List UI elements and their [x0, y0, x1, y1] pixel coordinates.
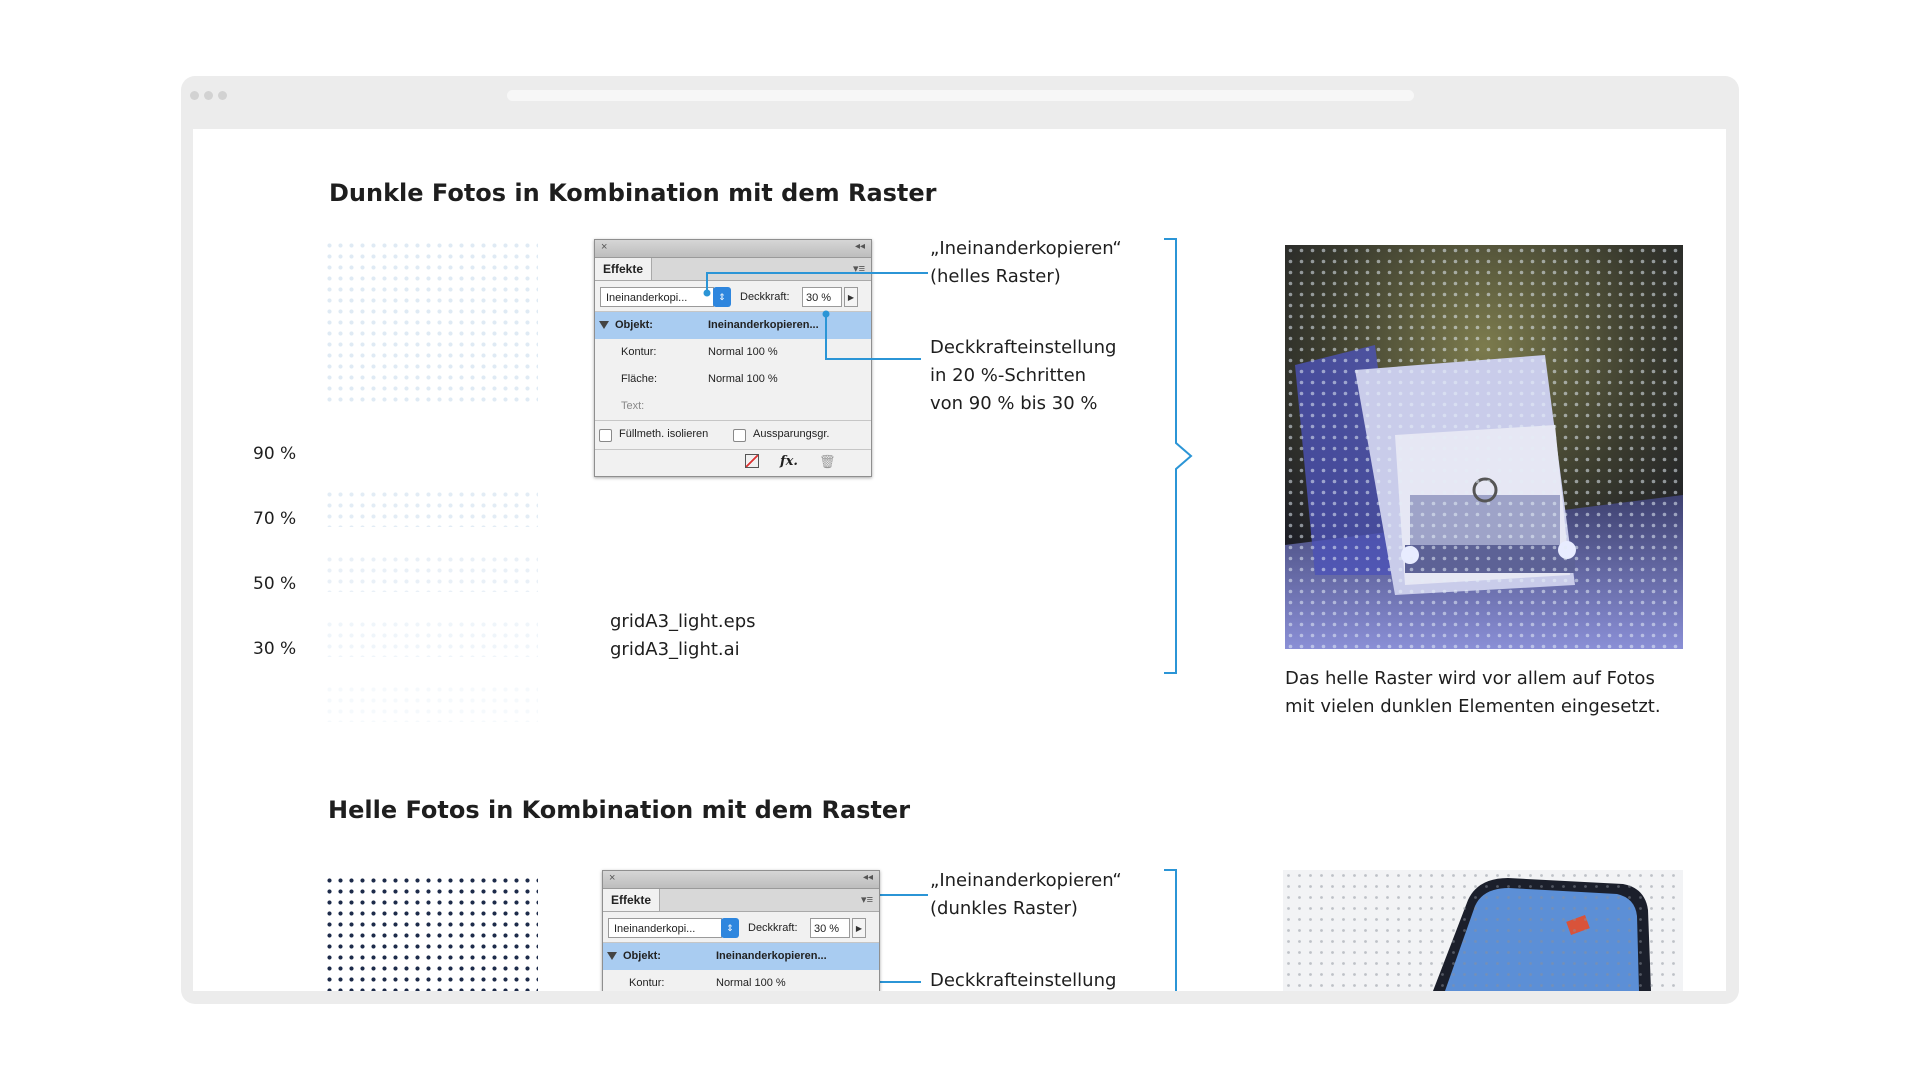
row-value: Ineinanderkopieren... [716, 950, 827, 962]
knockout-label: Aussparungsgr. [753, 428, 830, 440]
callout-line: (helles Raster) [930, 266, 1061, 287]
collapse-icon[interactable]: ◂◂ [862, 872, 873, 883]
play-icon[interactable]: ▶ [844, 287, 858, 307]
caption-line: Das helle Raster wird vor allem auf Fotos [1285, 668, 1655, 689]
panel-row-object[interactable] [603, 943, 879, 970]
close-icon[interactable]: × [601, 241, 608, 253]
row-key: Objekt: [615, 319, 653, 331]
callout-line: Deckkrafteinstellung [930, 970, 1117, 991]
panel-row-stroke[interactable] [595, 339, 871, 366]
callout-text [930, 334, 1116, 418]
panel-tabbar [603, 889, 879, 912]
panel-checkbox-row [595, 420, 871, 449]
window-dot-icon[interactable] [190, 91, 199, 100]
callout-line: (dunkles Raster) [930, 898, 1078, 919]
play-icon[interactable]: ▶ [852, 918, 866, 938]
chevron-updown-icon[interactable]: ⇕ [713, 287, 731, 307]
row-value: Normal 100 % [708, 346, 778, 358]
panel-menu-icon[interactable]: ▾≡ [853, 263, 865, 275]
page-content [193, 129, 1726, 991]
opacity-field[interactable]: 30 % [810, 918, 850, 938]
callout-line: „Ineinanderkopieren“ [930, 870, 1122, 891]
panel-titlebar [603, 871, 879, 889]
blend-row [595, 281, 871, 312]
panel-row-object[interactable] [595, 312, 871, 339]
fx-icon[interactable]: fx. [780, 454, 798, 469]
callout-line: „Ineinanderkopieren“ [930, 238, 1122, 259]
effects-panel [602, 870, 880, 991]
row-key: Kontur: [621, 346, 657, 358]
section-heading-light-photos: Helle Fotos in Kombination mit dem Raster [328, 796, 911, 824]
blend-row [603, 912, 879, 943]
grid-swatch-30 [324, 684, 538, 722]
row-key: Objekt: [623, 950, 661, 962]
knockout-checkbox[interactable] [733, 429, 746, 442]
grid-swatch-90 [324, 489, 538, 527]
callout-text [930, 867, 1122, 923]
triangle-down-icon[interactable] [607, 952, 617, 960]
panel-footer [595, 449, 871, 476]
clear-effects-icon[interactable] [745, 454, 759, 468]
isolate-checkbox[interactable] [599, 429, 612, 442]
caption-line: mit vielen dunklen Elementen eingesetzt. [1285, 696, 1661, 717]
truck-topview-photo [1283, 870, 1683, 991]
tab-effects[interactable]: Effekte [595, 258, 652, 280]
callout-line: von 90 % bis 30 % [930, 393, 1098, 414]
row-value: Normal 100 % [716, 977, 786, 989]
truck-tunnel-photo [1285, 245, 1683, 649]
row-key: Fläche: [621, 373, 658, 385]
tab-effects[interactable]: Effekte [603, 889, 660, 911]
grid-swatch-50 [324, 619, 538, 657]
grid-swatch-70 [324, 554, 538, 592]
panel-row-text[interactable] [595, 393, 871, 420]
panel-row-stroke[interactable] [603, 970, 879, 991]
file-name: gridA3_light.ai [610, 639, 740, 660]
percent-label: 70 % [253, 509, 297, 529]
triangle-down-icon[interactable] [599, 321, 609, 329]
blend-mode-select[interactable]: Ineinanderkopi... [608, 918, 722, 938]
panel-menu-icon[interactable]: ▾≡ [861, 894, 873, 906]
panel-titlebar [595, 240, 871, 258]
callout-text [930, 235, 1122, 291]
row-key: Kontur: [629, 977, 665, 989]
address-bar[interactable] [507, 90, 1414, 101]
opacity-label: Deckkraft: [740, 291, 790, 303]
callout-line: Deckkrafteinstellung [930, 337, 1117, 358]
panel-tabbar [595, 258, 871, 281]
row-value: Normal 100 % [708, 373, 778, 385]
trash-icon[interactable]: 🗑 [819, 454, 836, 469]
file-list [610, 608, 756, 664]
grid-swatch-dark [324, 875, 538, 991]
callout-line: in 20 %-Schritten [930, 365, 1087, 386]
collapse-icon[interactable]: ◂◂ [854, 241, 865, 252]
window-dot-icon[interactable] [204, 91, 213, 100]
row-key: Text: [621, 400, 645, 412]
close-icon[interactable]: × [609, 872, 616, 884]
chevron-updown-icon[interactable]: ⇕ [721, 918, 739, 938]
window-dot-icon[interactable] [218, 91, 227, 100]
row-value: Ineinanderkopieren... [708, 319, 819, 331]
effects-panel [594, 239, 872, 477]
panel-row-fill[interactable] [595, 366, 871, 393]
percent-label: 90 % [253, 444, 297, 464]
blend-mode-select[interactable]: Ineinanderkopi... [600, 287, 714, 307]
file-name: gridA3_light.eps [610, 611, 756, 632]
percent-label: 30 % [253, 639, 297, 659]
isolate-label: Füllmeth. isolieren [619, 428, 709, 440]
section-heading-dark-photos: Dunkle Fotos in Kombination mit dem Raster [329, 179, 937, 207]
caption [1285, 665, 1661, 721]
callout-text [930, 967, 1116, 991]
opacity-field[interactable]: 30 % [802, 287, 842, 307]
percent-label: 50 % [253, 574, 297, 594]
grid-swatch-large [324, 240, 538, 405]
opacity-label: Deckkraft: [748, 922, 798, 934]
